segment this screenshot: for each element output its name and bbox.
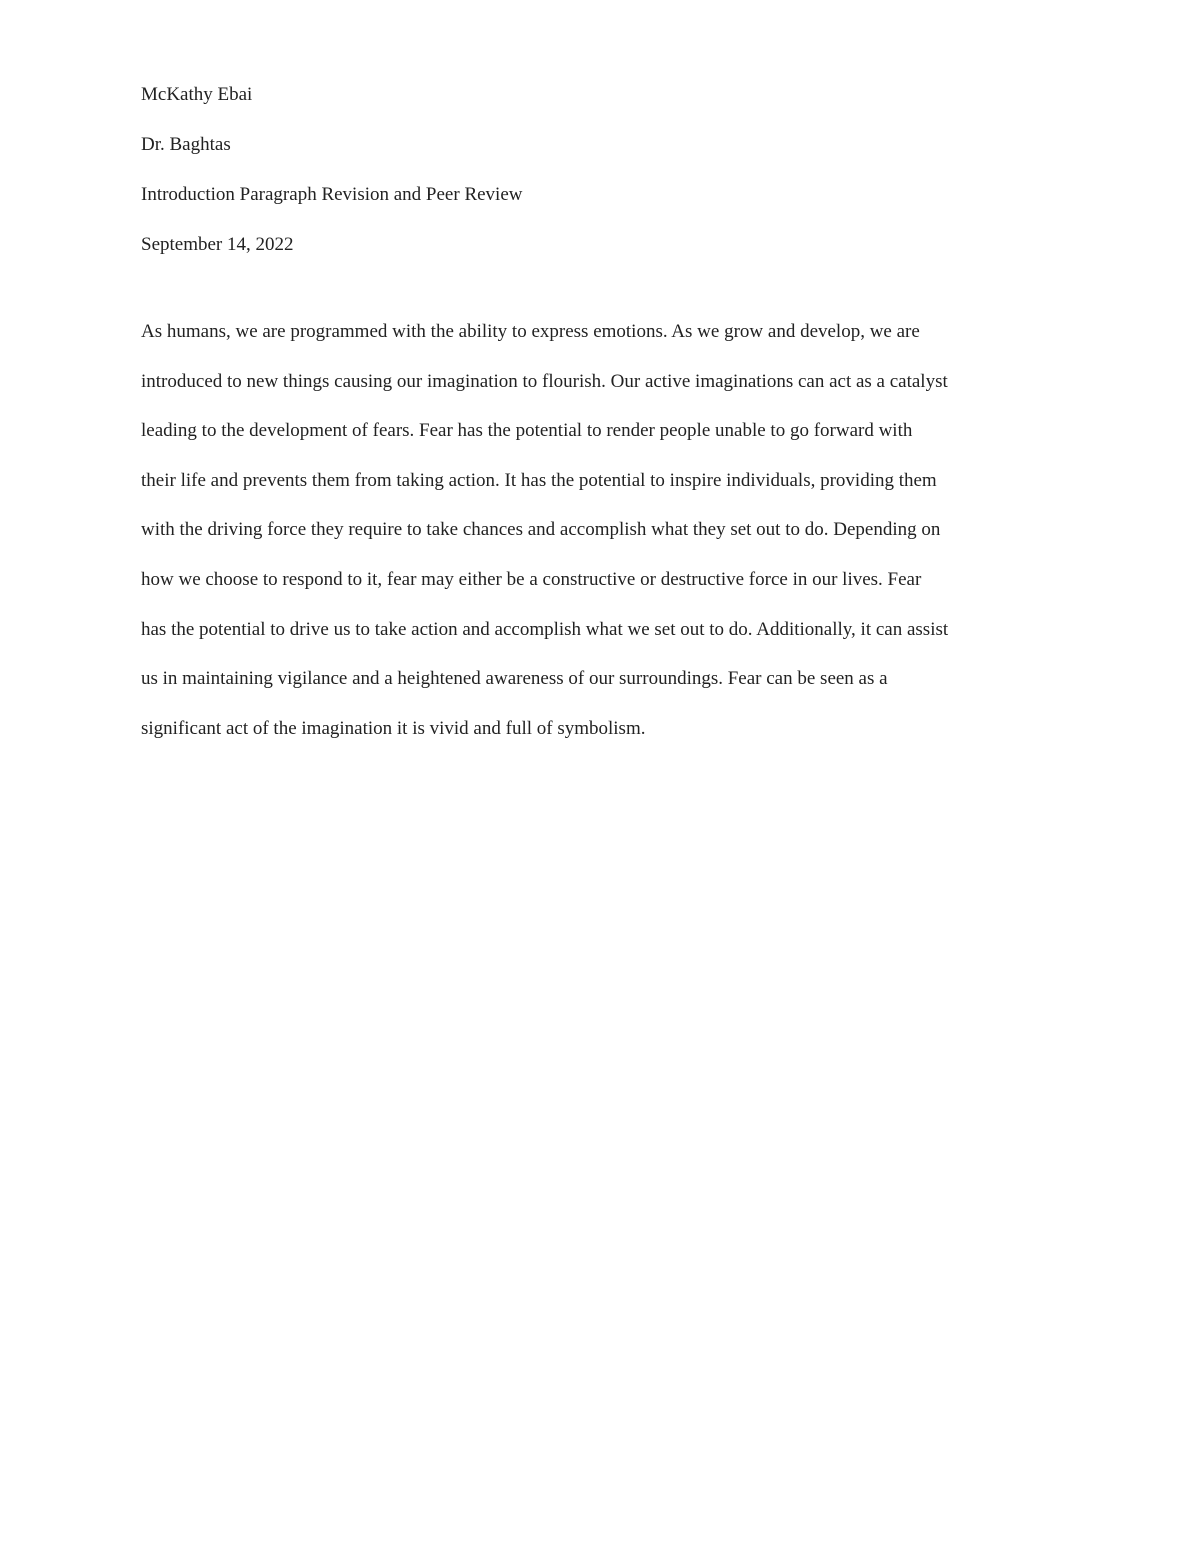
paragraph-line: with the driving force they require to take chances and accomplish what they set out to do. Depending on	[141, 519, 941, 541]
paragraph-line: significant act of the imagination it is vivid and full of symbolism.	[141, 717, 646, 739]
document-date: September 14, 2022	[141, 234, 294, 255]
author-name: McKathy Ebai	[141, 84, 253, 105]
paragraph-line: has the potential to drive us to take action and accomplish what we set out to do. Additionally, it can assist	[141, 618, 949, 640]
assignment-title: Introduction Paragraph Revision and Peer Review	[141, 184, 523, 205]
paragraph-line: leading to the development of fears. Fear has the potential to render people unable to go forward with	[141, 420, 913, 442]
paragraph-line: introduced to new things causing our imagination to flourish. Our active imaginations can act as a catalyst	[141, 370, 948, 392]
paragraph-line: how we choose to respond to it, fear may either be a constructive or destructive force in our lives. Fear	[141, 568, 922, 590]
paragraph-line: their life and prevents them from taking action. It has the potential to inspire individuals, providing them	[141, 469, 937, 491]
paragraph-line: As humans, we are programmed with the ability to express emotions. As we grow and develop, we are	[141, 321, 920, 342]
paragraph-line: us in maintaining vigilance and a heightened awareness of our surroundings. Fear can be seen as a	[141, 668, 888, 690]
body-paragraph	[141, 307, 1071, 753]
document-header	[141, 70, 1071, 270]
instructor-name: Dr. Baghtas	[141, 134, 231, 155]
